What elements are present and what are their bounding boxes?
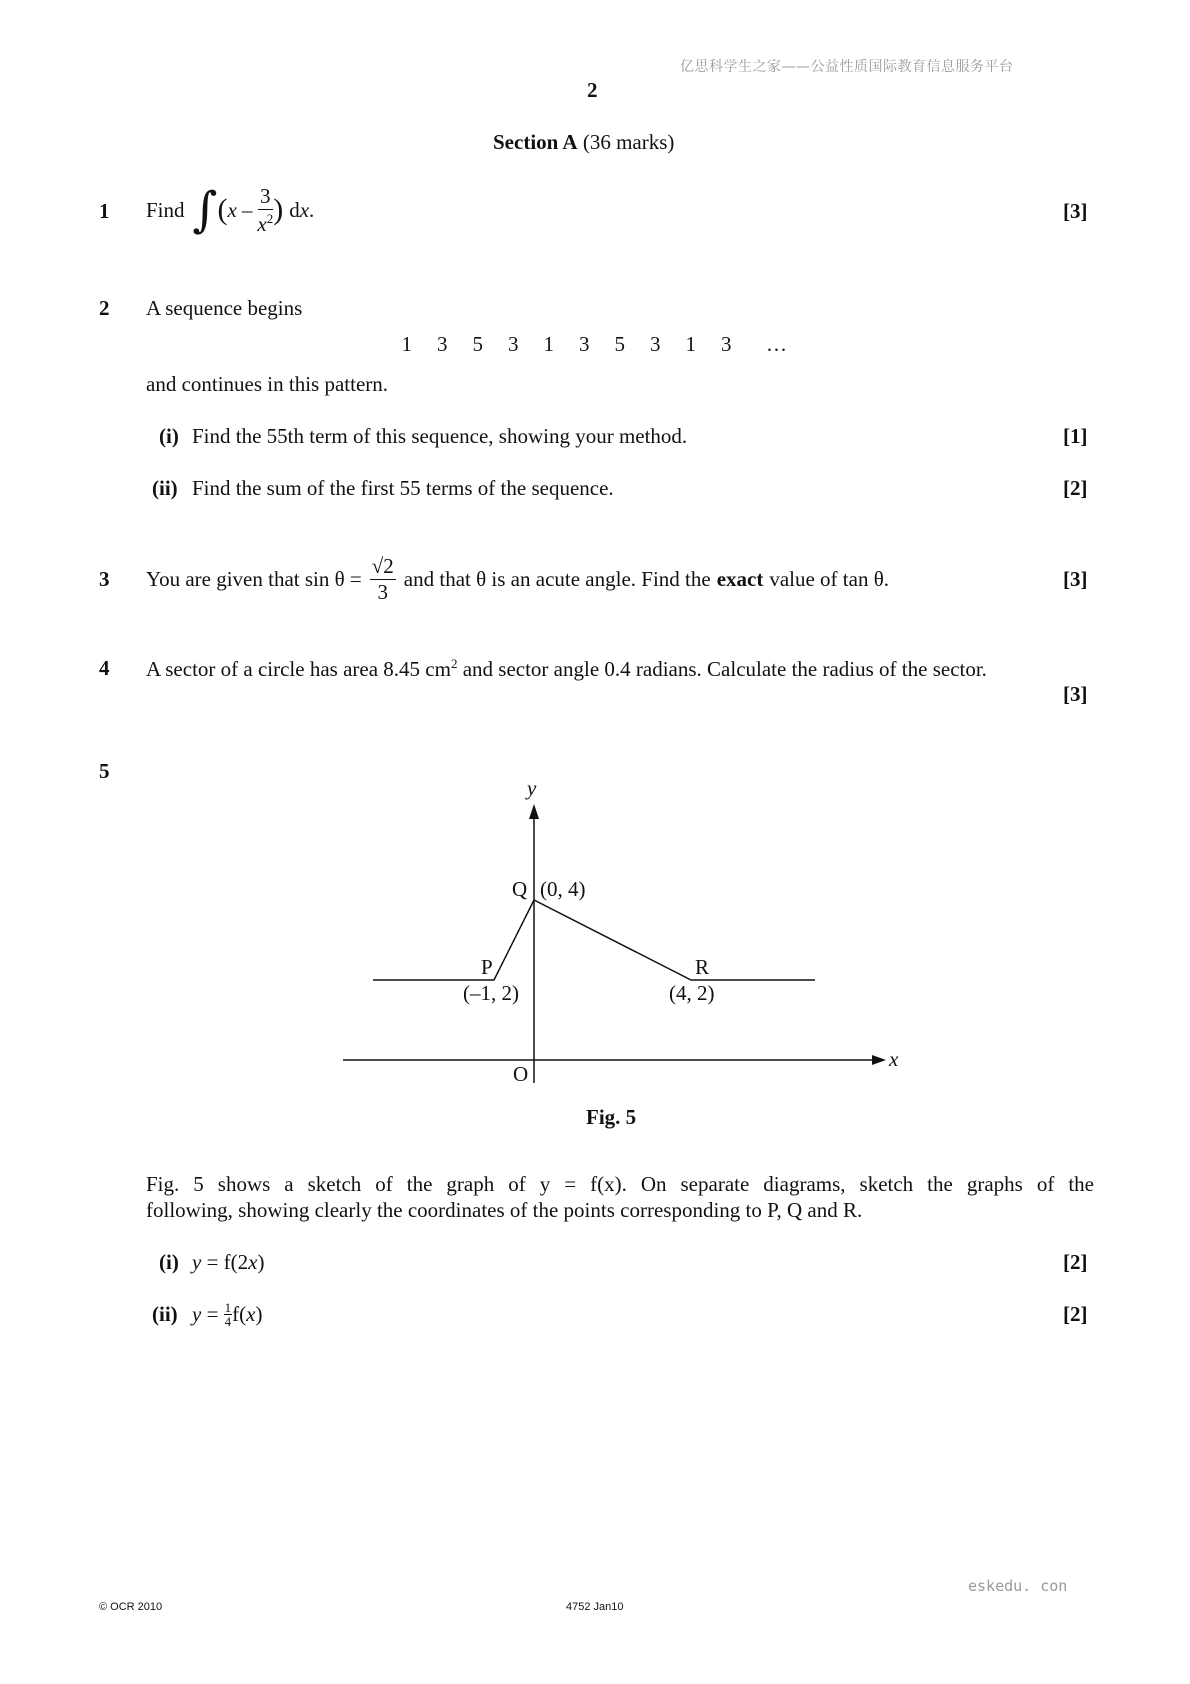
- quarter-fraction: $\frac{1}{4}$: [224, 1299, 232, 1329]
- q1-minus: –: [241, 197, 253, 222]
- seq-term: 3: [650, 332, 661, 356]
- q2-part-ii-text: Find the sum of the first 55 terms of the sequence.: [192, 476, 614, 500]
- q3-marks: [3]: [1063, 567, 1088, 591]
- q3-text-a: You are given that sin θ =: [146, 566, 362, 591]
- q2-part-ii-marks: [2]: [1063, 476, 1088, 500]
- q3-text-c: value of tan θ.: [769, 566, 890, 591]
- q5-number: 5: [99, 759, 110, 783]
- figure-caption: Fig. 5: [586, 1105, 637, 1129]
- point-p-coord: (–1, 2): [463, 981, 519, 1005]
- q2-intro: A sequence begins: [146, 296, 303, 320]
- seq-term: 5: [472, 332, 483, 356]
- q2-part-i-text: Find the 55th term of this sequence, showing your method.: [192, 424, 688, 448]
- x-axis-arrow: [872, 1055, 886, 1065]
- q1-open-paren: (: [217, 193, 228, 226]
- section-marks: (36 marks): [582, 130, 675, 154]
- point-q-coord: (0, 4): [540, 877, 586, 901]
- q4-text: A sector of a circle has area 8.45 $cm^2$ and sector angle 0.4 radians. Calculate the radius of the sector.: [146, 656, 987, 681]
- q1-d: d: [289, 197, 300, 222]
- watermark-top: 亿思科学生之家——公益性质国际教育信息服务平台: [680, 59, 1014, 75]
- point-r-coord: (4, 2): [669, 981, 715, 1005]
- q1-close-paren: ): [273, 193, 284, 226]
- seq-ellipsis: …: [766, 332, 787, 356]
- q5-text-line1: Fig. 5 shows a sketch of the graph of y = f(x). On separate diagrams, sketch the graphs of the: [146, 1172, 1094, 1196]
- q2-part-i-marks: [1]: [1063, 424, 1088, 448]
- q2-part-ii-label: (ii): [152, 476, 178, 500]
- integral-sign: ∫: [192, 182, 218, 238]
- q3-text-b: and that θ is an acute angle. Find the: [403, 566, 711, 591]
- q3-frac-num: √2: [371, 553, 394, 578]
- q1-dot: .: [309, 197, 315, 222]
- point-p-label: P: [481, 955, 493, 979]
- point-q-label: Q: [512, 877, 528, 901]
- seq-term: 3: [579, 332, 590, 356]
- q5-part-ii-label: (ii): [152, 1302, 178, 1326]
- footer-code: 4752 Jan10: [566, 1601, 624, 1613]
- seq-term: 1: [543, 332, 554, 356]
- origin-label: O: [513, 1062, 529, 1086]
- q3-bold: exact: [716, 566, 764, 591]
- y-axis-arrow: [529, 804, 539, 819]
- q5-part-ii-expr: y = $\frac{1}{4}$ f( x ): [192, 1299, 263, 1329]
- footer-copyright: © OCR 2010: [99, 1601, 163, 1613]
- graph-line: [373, 900, 815, 980]
- q1-x: x: [227, 197, 237, 222]
- seq-term: 3: [508, 332, 519, 356]
- q5-part-i-label: (i): [159, 1250, 179, 1274]
- q1-find: Find: [146, 197, 185, 222]
- q1-frac-den: $x^2$: [257, 210, 274, 236]
- page-number: 2: [587, 78, 598, 102]
- q5-text-line2: following, showing clearly the coordinates of the points corresponding to P, Q and R.: [146, 1198, 863, 1222]
- q5-part-ii-marks: [2]: [1063, 1302, 1088, 1326]
- q5-part-i-marks: [2]: [1063, 1250, 1088, 1274]
- q2-part-i-label: (i): [159, 424, 179, 448]
- seq-term: 3: [437, 332, 448, 356]
- q4-number: 4: [99, 656, 110, 680]
- seq-term: 3: [721, 332, 732, 356]
- y-axis-label: y: [527, 776, 537, 800]
- q4-marks: [3]: [1063, 682, 1088, 706]
- q1-frac-num: 3: [260, 183, 271, 208]
- q5-part-i-expr: y = f(2x): [192, 1250, 265, 1274]
- q3-number: 3: [99, 567, 110, 591]
- x-axis-label: x: [889, 1047, 899, 1071]
- q2-number: 2: [99, 296, 110, 320]
- seq-term: 1: [685, 332, 696, 356]
- section-title: Section A: [493, 130, 578, 154]
- point-r-label: R: [695, 955, 710, 979]
- seq-term: 5: [614, 332, 625, 356]
- q1-marks: [3]: [1063, 199, 1088, 223]
- q2-continues: and continues in this pattern.: [146, 372, 389, 396]
- seq-term: 1: [401, 332, 412, 356]
- q1-number: 1: [99, 199, 110, 223]
- q1-dx-x: x: [299, 197, 310, 222]
- watermark-site: eskedu. con: [968, 1577, 1068, 1595]
- q3-frac-den: 3: [377, 579, 389, 604]
